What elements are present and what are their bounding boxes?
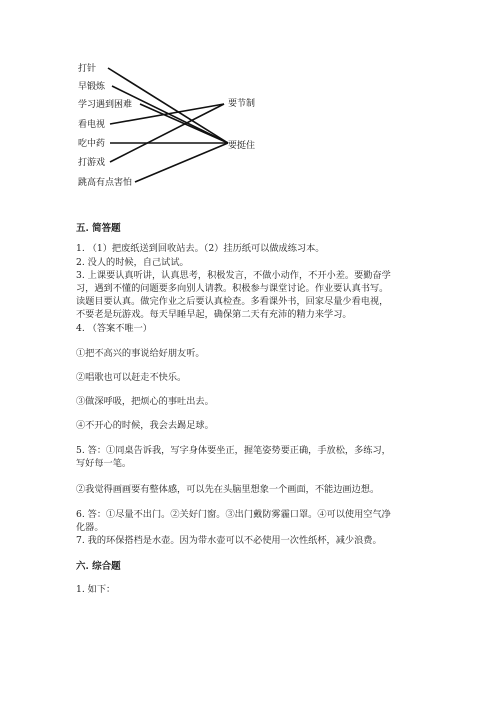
left-item-6: 打游戏	[78, 158, 106, 168]
answer-2	[76, 256, 426, 269]
section6-answer-1	[76, 583, 426, 596]
section6-answer-1-text: 1. 如下：	[76, 584, 116, 595]
answer-5-item-2	[76, 483, 426, 496]
answer-6-line-2: 化器。	[76, 522, 104, 533]
answer-5-line-2: 写好每一笔。	[76, 458, 132, 469]
answer-4-item-1	[76, 347, 426, 360]
answer-4-item-2	[76, 371, 426, 384]
answer-4-item-2-text: ②唱歌也可以赶走不快乐。	[76, 372, 187, 383]
section5-heading: 五. 简答题	[76, 223, 121, 234]
left-item-5: 吃中药	[78, 139, 106, 149]
right-item-1: 要节制	[228, 99, 256, 109]
answer-4-item-4	[76, 419, 426, 432]
answer-6	[76, 508, 426, 534]
answer-4-item-3	[76, 395, 426, 408]
answer-4-item-4-text: ④不开心的时候，我会去踢足球。	[76, 420, 214, 431]
answer-5	[76, 444, 426, 470]
match-line-7	[135, 143, 228, 182]
answer-4-item-1-text: ①把不高兴的事说给好朋友听。	[76, 348, 205, 359]
answer-3-line-4: 不要老是玩游戏。每天早睡早起，确保第二天有充沛的精力来学习。	[76, 309, 352, 320]
answer-3	[76, 269, 426, 321]
left-item-1: 打针	[78, 64, 97, 74]
left-item-3: 学习遇到困难	[78, 100, 133, 110]
answer-3-line-3: 读题目要认真。做完作业之后要认真检查。多看课外书，回家尽量少看电视，	[76, 296, 389, 307]
answer-5-item-2-text: ②我觉得画画要有整体感，可以先在头脑里想象一个画面，不能边画边想。	[76, 484, 380, 495]
section6-heading: 六. 综合题	[76, 561, 121, 572]
left-item-4: 看电视	[78, 120, 106, 130]
left-item-7: 跳高有点害怕	[78, 178, 133, 188]
right-item-2: 要挺住	[228, 141, 256, 151]
answer-2-text: 2. 没人的时候，自己试试。	[76, 257, 189, 268]
answer-3-line-2: 习，遇到不懂的问题要多向别人请教。积极参与课堂讨论。作业要认真书写。	[76, 283, 389, 294]
answer-6-line-1: 6. 答：①尽量不出门。②关好门窗。③出门戴防雾霾口罩。④可以使用空气净	[76, 509, 391, 520]
answer-7-text: 7. 我的环保搭档是水壶。因为带水壶可以不必使用一次性纸杯，减少浪费。	[76, 535, 382, 546]
matching-diagram	[0, 0, 500, 200]
answer-4	[76, 322, 426, 335]
answer-4-text: 4. （答案不唯一）	[76, 323, 152, 334]
answer-5-line-1: 5. 答：①同桌告诉我，写字身体要坐正，握笔姿势要正确，手放松，多练习，	[76, 445, 391, 456]
answer-7	[76, 534, 426, 547]
answer-1	[76, 242, 426, 255]
answer-4-item-3-text: ③做深呼吸，把烦心的事吐出去。	[76, 396, 214, 407]
answer-1-text: 1. （1）把废纸送到回收站去。（2）挂历纸可以做成练习本。	[76, 243, 325, 254]
left-item-2: 早锻炼	[78, 82, 106, 92]
answer-3-line-1: 3. 上课要认真听讲，认真思考，积极发言，不做小动作，不开小差。要勤奋学	[76, 270, 391, 281]
